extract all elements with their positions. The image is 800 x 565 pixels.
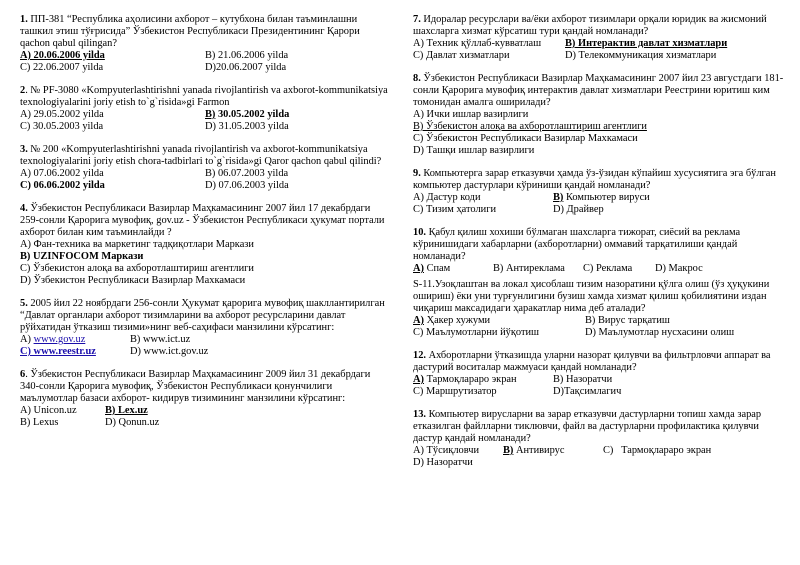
option-d: D)20.06.2007 yilda [205,62,287,73]
option-b: B) Lex.uz [105,405,148,416]
option-d: D) Телекоммуникация хизматлари [565,50,717,61]
option-d: D) 07.06.2003 yilda [205,180,289,191]
options [20,239,390,287]
question-text: 12. Ахборотларни ўтказишда уларни назорат қилувчи ва фильтрловчи аппарат ва дастурий воситалар мажмуаси қандай номланади? [413,350,771,373]
option-d: D)Тақсимлагич [553,386,622,397]
option-a: A) Unicon.uz [20,405,77,416]
question-11 [413,279,785,339]
question-text: 4. Ўзбекистон Республикаси Вазирлар Маҳкамасининг 2007 йил 17 декабрдаги 259-сонли Қарорига мувофиқ, gov.uz - Ўзбекистон Республикаси ҳукумат портали ахборот билан ким таъминлайди ? [20,203,385,238]
option-b: В) Вирус тарқатиш [585,315,670,326]
gov-uz-link[interactable]: www.gov.uz [33,334,86,345]
question-text: 6. Ўзбекистон Республикаси Вазирлар Маҳкамасининг 2009 йил 31 декабрдаги 340-сонли Қарорига мувофиқ, Ўзбекистон Республикаси қонунчилиги маълумотлар базаси ахборот- кидирув тизимининг манзилини кўрсатинг: [20,369,371,404]
options [20,109,390,133]
question-text: 5. 2005 йил 22 ноябрдаги 256-сонли Ҳукумат қарорига мувофиқ шакллантирилган “Давлат органлари ахборот тизимларини ва ахборот ресурсларини давлат рўйхатидан ўтказиш тизими»нинг веб-саҳифаси манзилини кўрсатинг: [20,298,385,333]
options [413,192,785,216]
option-c: С) Реклама [583,263,633,274]
question-5 [20,298,390,358]
options [20,405,390,429]
option-a: А) www.gov.uz [20,334,86,345]
question-text: 10. Қабул қилиш хохиши бўлмаган шахсларга тижорат, сиёсий ва реклама кўринишидаги хабарларни (ахборотларни) оммавий тарқатилиши қандай номланади? [413,227,741,262]
question-4 [20,203,390,287]
option-c: С) Ўзбекистон Республикаси Вазирлар Махкамаси [413,133,638,144]
option-a: А) Тармоқлараро экран [413,374,517,385]
option-b: B) 21.06.2006 yilda [205,50,289,61]
option-d: D) Маълумотлар нусхасини олиш [585,327,735,338]
option-a: А) Техник қўллаб-кувватлаш [413,38,542,49]
question-12 [413,350,785,398]
option-a: А) Спам [413,263,451,274]
options [413,263,785,275]
question-text: 8. Ўзбекистон Республикаси Вазирлар Маҳкамасининг 2007 йил 23 августдаги 181-сонли Қарорига мувофиқ интерактив давлат хизматлари Реестрини юритиш ким томонидан амалга оширилади? [413,73,784,108]
option-c: С) Тармоқлараро экран [603,445,712,456]
question-text: 13. Компьютер вирусларни ва зарар етказувчи дастурларни топиш хамда зарар етказилган файлларни тиклювчи, файл ва дастурларни профилактика қилувчи дастур қандай номланади? [413,409,762,444]
options [413,445,785,469]
option-b: B) 06.07.2003 yilda [205,168,289,179]
option-a: А) Дастур коди [413,192,481,203]
option-a: А) Ҳакер хужуми [413,315,491,326]
option-b: В) Антиреклама [493,263,565,274]
option-c: B) Lexus [20,417,59,428]
option-c: C) 22.06.2007 yilda [20,62,104,73]
question-7 [413,14,785,62]
option-c: С) Давлат хизматлари [413,50,510,61]
option-c: C) 30.05.2003 yilda [20,121,104,132]
option-d: D) 31.05.2003 yilda [205,121,289,132]
option-b: B) Назоратчи [553,374,613,385]
option-d: D) Драйвер [553,204,604,215]
options [20,50,390,74]
question-text: 1. ПП-381 “Республика аҳолисини ахборот – кутубхона билан таъминлашни ташкил этиш тўғрисида” Ўзбекистон Республикаси Президентининг Қарори qachon qabul qilingan? [20,14,360,49]
option-b: В) www.ict.uz [130,334,191,345]
option-b: B) 30.05.2002 yilda [205,109,290,120]
option-a: A) 20.06.2006 yilda [20,50,105,61]
question-8 [413,73,785,157]
option-d: D) Qonun.uz [105,417,160,428]
options [413,315,785,339]
question-1 [20,14,390,74]
option-c: C) 06.06.2002 yilda [20,180,105,191]
option-b: B) Интерактив давлат хизматлари [565,38,728,49]
option-d: D) Ташқи ишлар вазирлиги [413,145,535,156]
option-d: D) Макрос [655,263,703,274]
question-text: S-11.Узоқлаштан ва локал ҳисоблаш тизим назоратини қўлга олиш (ўз ҳуқукини ошириш) ёки уни турғунлигини бузиш хамда хизмат қилиш қобилиятини издан чиқариш максадидаги ҳаракатлар нима деб аталади? [413,279,770,314]
option-c: С) Маълумотларни йўқотиш [413,327,540,338]
option-a: А) Тўсиқловчи [413,445,480,456]
options [413,374,785,398]
option-c: С) Тизим ҳатолиги [413,204,497,215]
option-b: В) Компьютер вируси [553,192,650,203]
options [413,38,785,62]
option-d: D) www.ict.gov.uz [130,346,209,357]
option-a: А) Фан-техника ва маркетинг тадқиқотлари Маркази [20,239,254,250]
question-text: 2. № PF-3080 «Kompyuterlashtirishni yanada rivojlantirish va axborot-kommunikatsiya texnologiyalarini joriy etish to`g`risida»gi Farmon [20,85,388,108]
question-text: 9. Компьютерга зарар етказувчи ҳамда ўз-ўзидан кўпайиш хусусиятига эга бўлган компьютер дастурлари кўриниши қандай номланади? [413,168,776,191]
option-c[interactable]: С) www.reestr.uz [20,346,96,357]
option-c: С) Маршрутизатор [413,386,497,397]
question-10 [413,227,785,275]
right-column [413,14,785,480]
question-13 [413,409,785,469]
options [413,109,785,157]
option-b: B) Ўзбекистон алоқа ва ахборотлаштириш агентлиги [413,121,647,132]
left-column [20,14,390,440]
question-6 [20,369,390,429]
option-a: A) 29.05.2002 yilda [20,109,104,120]
options [20,168,390,192]
option-b: B) Антивирус [503,445,565,456]
question-text: 3. № 200 «Kompyuterlashtirishni yanada rivojlantirish va axborot-kommunikatsiya texnologiyalarini joriy etish chora-tadbirlari to`g`risida»gi Qaror qachon qabul qilindi? [20,144,382,167]
options [20,334,390,358]
option-a: А) Ички ишлар вазирлиги [413,109,529,120]
question-3 [20,144,390,192]
option-d: D) Ўзбекистон Республикаси Вазирлар Махкамаси [20,275,246,286]
option-a: A) 07.06.2002 yilda [20,168,104,179]
option-b: B) UZINFOCOM Маркази [20,251,144,262]
option-d: D) Назоратчи [413,457,473,468]
question-text: 7. Идоралар ресурслари ва/ёки ахборот тизимлари орқали юридик ва жисмоний шахсларга хизмат кўрсатиш тури қандай номланади? [413,14,767,37]
option-c: С) Ўзбекистон алоқа ва ахборотлаштириш агентлиги [20,263,254,274]
question-9 [413,168,785,216]
question-2 [20,85,390,133]
